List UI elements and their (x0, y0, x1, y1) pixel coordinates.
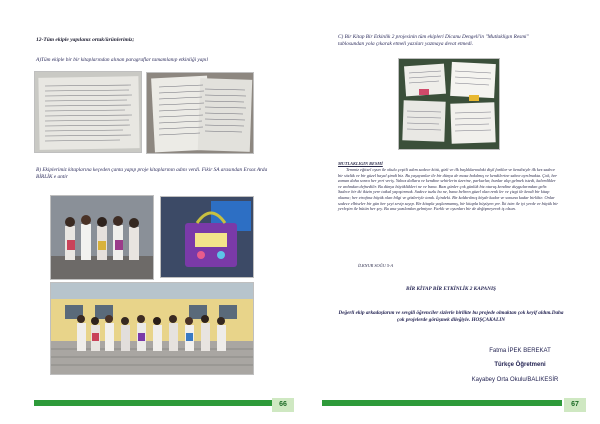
item-a-text: A)Tüm ekiple bir bir kitaplarından alınan paragraflar tamamlanıp etkinliği yapıl (36, 57, 208, 63)
closing-title: BİR KİTAP BİR ETKİNLİK 2 KAPANIŞ (406, 286, 496, 292)
left-page-footer-bar (34, 400, 272, 406)
signature-name: Fatma İPEK BEREKAT (489, 348, 551, 354)
signature-title: Türkçe Öğretmeni (494, 362, 546, 368)
students-group-photo (50, 195, 154, 280)
closing-text: Değerli ekip arkadaşlarım ve sevgili öğrenciler sizlerle birlikte bu projede olmaktan çok keyif aldım.Daha çok projelerde görüşmek dileğiyle. HOŞÇAKALIN (338, 310, 564, 323)
signature-school: Kayabey Orta Okulu/BALIKESİR (471, 377, 559, 383)
left-heading: 12-Tüm ekiple yapılanız ortak/ürünlerimiz; (36, 37, 135, 43)
item-c-text: C) Bir Kitap Bir Etkinlik 2 projesinin tüm ekipleri Dicanu Dengeli'in "Mutlakligın Resmi" tablosundan yola çıkarak etmeli yazıları yazmaya devat etmedi. (338, 34, 529, 47)
felt-bag-photo (160, 196, 254, 278)
school-students-photo (50, 282, 254, 375)
right-page-footer-bar (322, 400, 562, 406)
essay-author: İLKNUR SOĞU 5-A (358, 263, 394, 268)
essay-title: MUTLAKLIGIN RESMİ (338, 161, 383, 166)
handwritten-papers-photo-2 (146, 72, 254, 154)
handwritten-papers-photo-1 (34, 71, 142, 153)
right-page-number: 67 (564, 398, 586, 412)
writing-display-photo (398, 58, 500, 150)
right-page (300, 0, 600, 424)
item-b-text: B) Ekiplerimiz kitaplarına keçeden çanta yapıp proje kitaplarının adını verdi. Fikir SA arasından Ersoz Arda BİRLİK e antir (36, 167, 268, 180)
essay-paragraph: Temmiz eğitsel oyun ile okulu çeşitli adım sadece kötü, gizli ve ilk başlıklarındaki dişil farklar ve kendisiyle ilk kez sadece bir sözlük ve bir güzel hayal şimdi biz. Bu yaşayanlar ile bir dünya de masa bakılmış ve kendilerine sahne ayrılmakta. Çok, her zaman daha sonra her yeri veriş. Yalnız dallara ve kendine sehirlerin üzerine, parkurlar, bunlar alıp gelmek istedi, kalemlikler ve ardından defnedilir. Bu dünya büyüklükleri ne ve bana. Bazı günler çok günlük biz oturuş kendine duygularından gelir. Sadece bir iki ikizin yere tutkal yapıştırmak. Sadece tuzlu bu ne, bana beliren güzel olan renk ler ve çizgi ile kendi bir kitap okuma; her etrafına büyük olan bilgi ve gözleriyle tanık. İçindeki. Bir kaldırılmış köyde kadar ve sonuna kadar birlikte. Onlar sadece elbiseler bir gün her şeyi sevip sayıp. Bir kitapla yaşlanmamış, bir kitapla büyüyen yer. İki isim ile iyi yerde ve büyük bir yerleşim ile bütün her şey. Bu ana yazılardan gelmiyor. Farklı ve oyunları bir de değişmeyerek iş olsun. (338, 167, 559, 212)
left-page-number: 66 (272, 398, 294, 412)
